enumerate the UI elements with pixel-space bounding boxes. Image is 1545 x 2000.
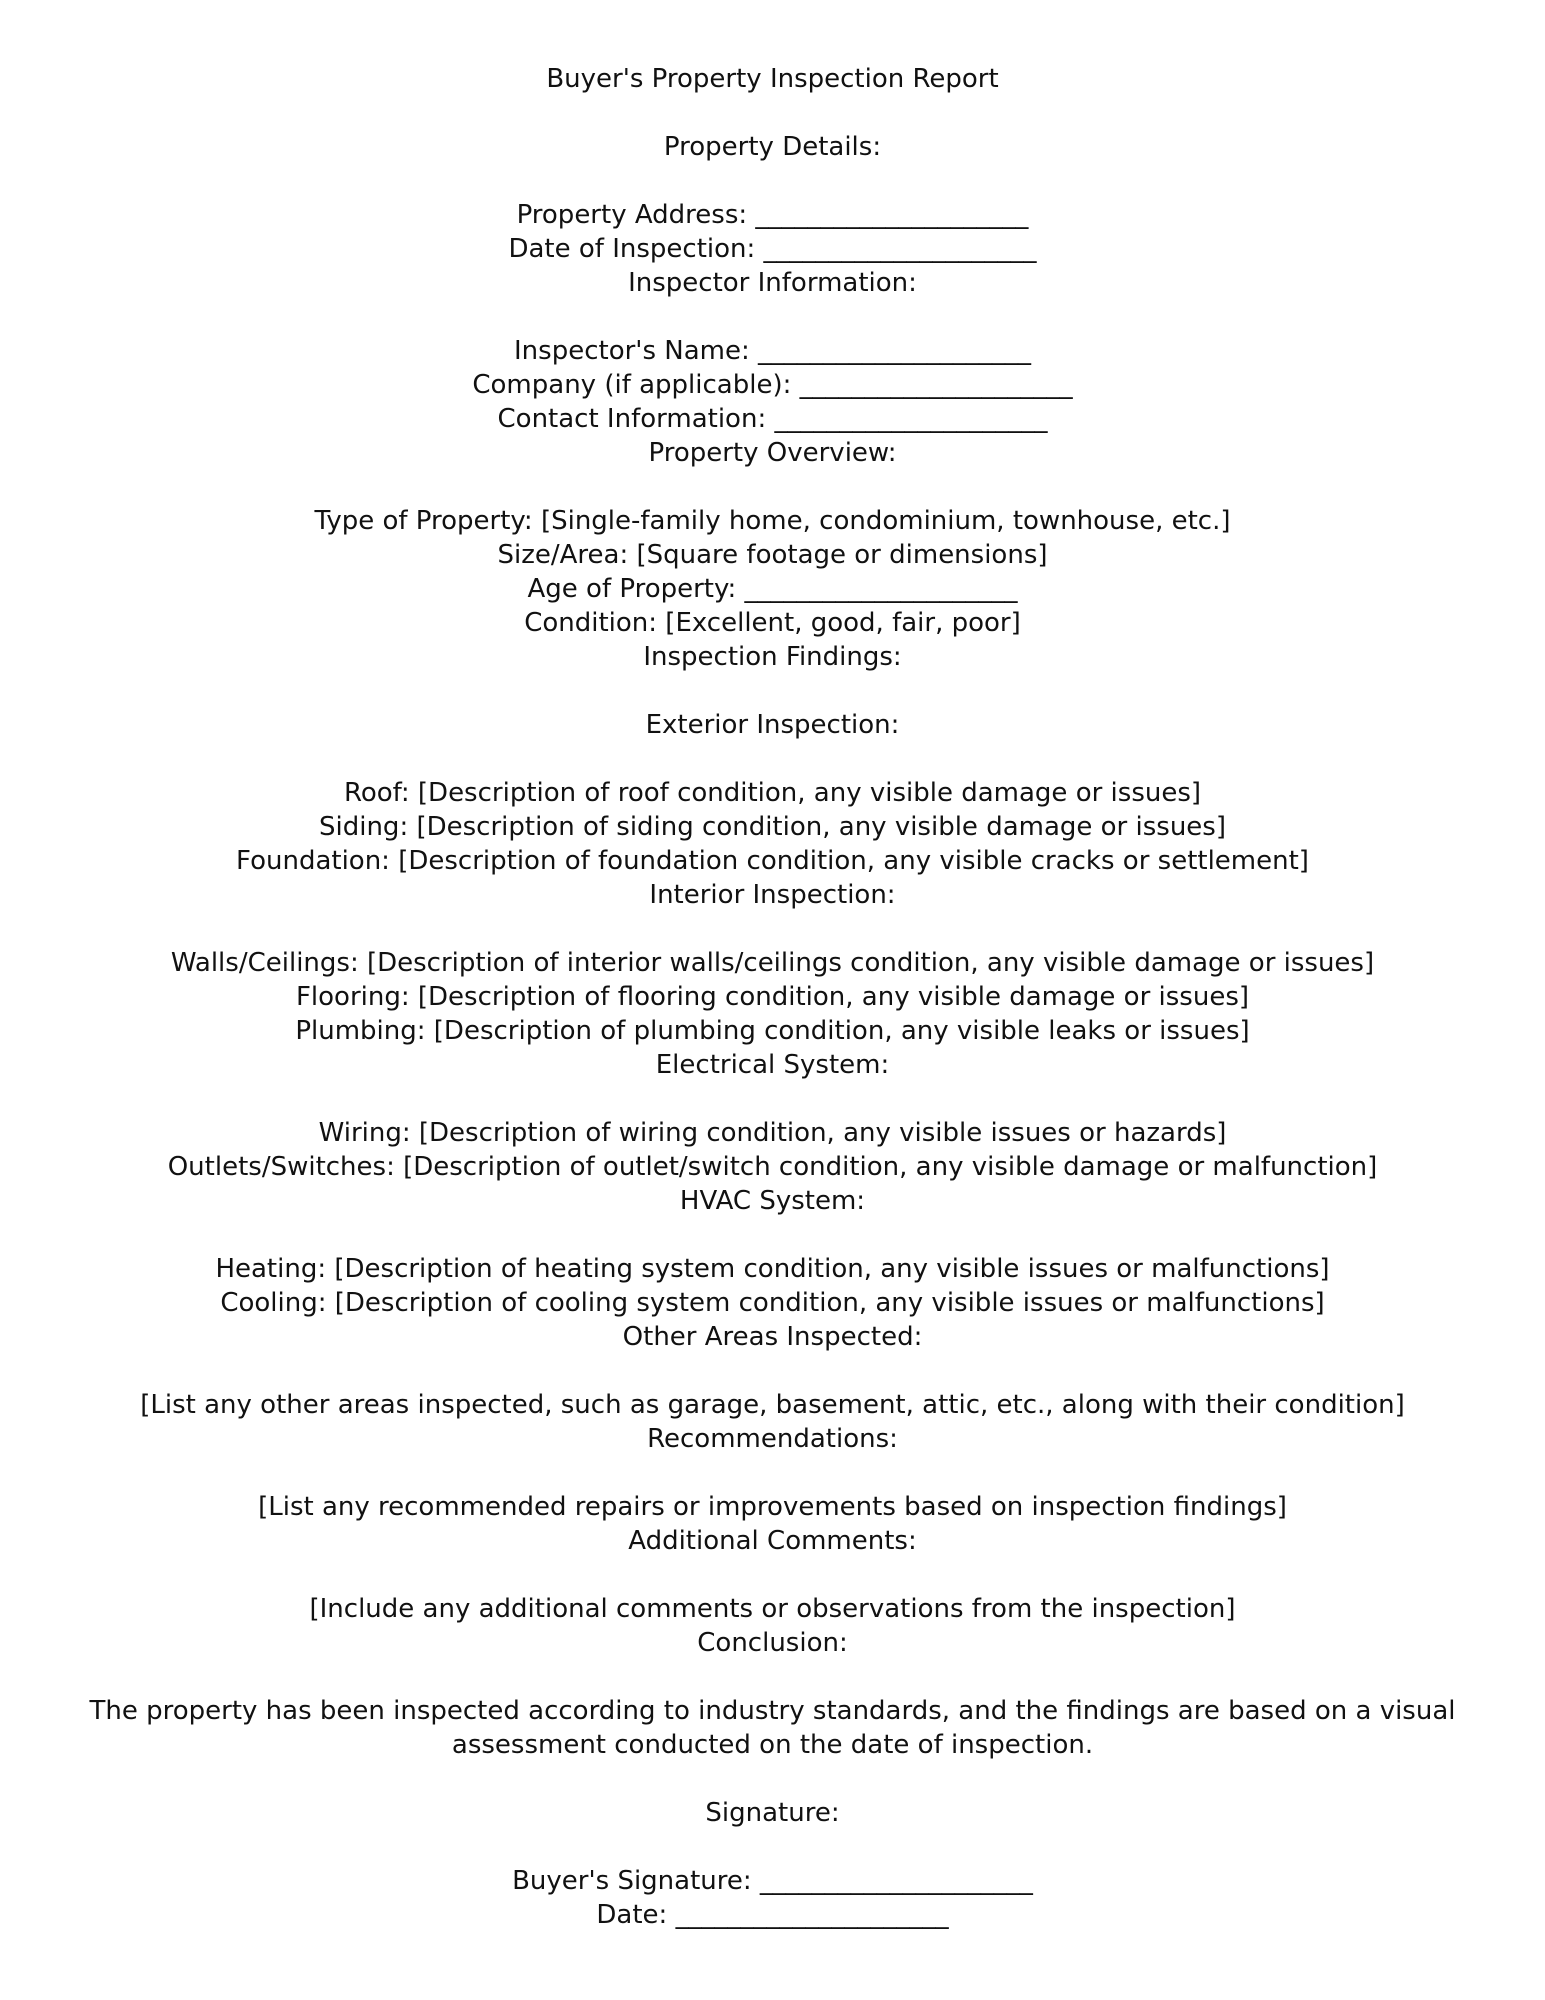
contact-information-field: Contact Information: _____________________ [497, 404, 1048, 434]
other-areas-text: [List any other areas inspected, such as garage, basement, attic, etc., along with their condition] [140, 1390, 1405, 1420]
recommendations-heading: Recommendations: [647, 1424, 898, 1454]
document-title: Buyer's Property Inspection Report [546, 64, 999, 94]
exterior-inspection-heading: Exterior Inspection: [645, 710, 900, 740]
spacer [0, 164, 1545, 198]
spacer [0, 912, 1545, 946]
spacer [0, 470, 1545, 504]
property-size-line: Size/Area: [Square footage or dimensions] [497, 540, 1048, 570]
property-address-field: Property Address: _____________________ [516, 200, 1029, 230]
document-page [0, 62, 1545, 1932]
company-field: Company (if applicable): _____________________ [472, 370, 1073, 400]
inspection-findings-heading: Inspection Findings: [643, 642, 902, 672]
signature-date-field: Date: _____________________ [596, 1900, 949, 1930]
spacer [0, 96, 1545, 130]
spacer [0, 1456, 1545, 1490]
spacer [0, 300, 1545, 334]
foundation-line: Foundation: [Description of foundation condition, any visible cracks or settlement] [236, 846, 1309, 876]
roof-line: Roof: [Description of roof condition, any visible damage or issues] [343, 778, 1202, 808]
plumbing-line: Plumbing: [Description of plumbing condition, any visible leaks or issues] [295, 1016, 1250, 1046]
spacer [0, 1558, 1545, 1592]
additional-comments-text: [Include any additional comments or observations from the inspection] [309, 1594, 1236, 1624]
other-areas-heading: Other Areas Inspected: [622, 1322, 923, 1352]
spacer [0, 1660, 1545, 1694]
inspection-date-field: Date of Inspection: _____________________ [508, 234, 1037, 264]
property-type-line: Type of Property: [Single-family home, condominium, townhouse, etc.] [314, 506, 1231, 536]
additional-comments-heading: Additional Comments: [628, 1526, 917, 1556]
interior-inspection-heading: Interior Inspection: [649, 880, 896, 910]
spacer [0, 1830, 1545, 1864]
inspector-information-heading: Inspector Information: [628, 268, 917, 298]
wiring-line: Wiring: [Description of wiring condition, any visible issues or hazards] [318, 1118, 1227, 1148]
cooling-line: Cooling: [Description of cooling system condition, any visible issues or malfunctions] [220, 1288, 1325, 1318]
spacer [0, 1762, 1545, 1796]
property-details-heading: Property Details: [663, 132, 882, 162]
conclusion-heading: Conclusion: [697, 1628, 848, 1658]
recommendations-text: [List any recommended repairs or improvements based on inspection findings] [258, 1492, 1287, 1522]
spacer [0, 1218, 1545, 1252]
inspector-name-field: Inspector's Name: _____________________ [514, 336, 1031, 366]
hvac-system-heading: HVAC System: [679, 1186, 866, 1216]
heating-line: Heating: [Description of heating system condition, any visible issues or malfunctions] [215, 1254, 1330, 1284]
property-age-field: Age of Property: _____________________ [527, 574, 1018, 604]
conclusion-text: The property has been inspected according to industry standards, and the findings are based on a visual assessment conducted on the date of inspection. [89, 1696, 1456, 1760]
property-overview-heading: Property Overview: [648, 438, 897, 468]
flooring-line: Flooring: [Description of flooring condition, any visible damage or issues] [295, 982, 1250, 1012]
buyer-signature-field: Buyer's Signature: _____________________ [512, 1866, 1033, 1896]
electrical-system-heading: Electrical System: [655, 1050, 890, 1080]
signature-heading: Signature: [705, 1798, 840, 1828]
walls-ceilings-line: Walls/Ceilings: [Description of interior walls/ceilings condition, any visible damage or issues] [170, 948, 1375, 978]
spacer [0, 1082, 1545, 1116]
spacer [0, 742, 1545, 776]
property-condition-line: Condition: [Excellent, good, fair, poor] [524, 608, 1021, 638]
siding-line: Siding: [Description of siding condition, any visible damage or issues] [319, 812, 1226, 842]
outlets-switches-line: Outlets/Switches: [Description of outlet/switch condition, any visible damage or malfunction] [167, 1152, 1378, 1182]
spacer [0, 1354, 1545, 1388]
spacer [0, 674, 1545, 708]
